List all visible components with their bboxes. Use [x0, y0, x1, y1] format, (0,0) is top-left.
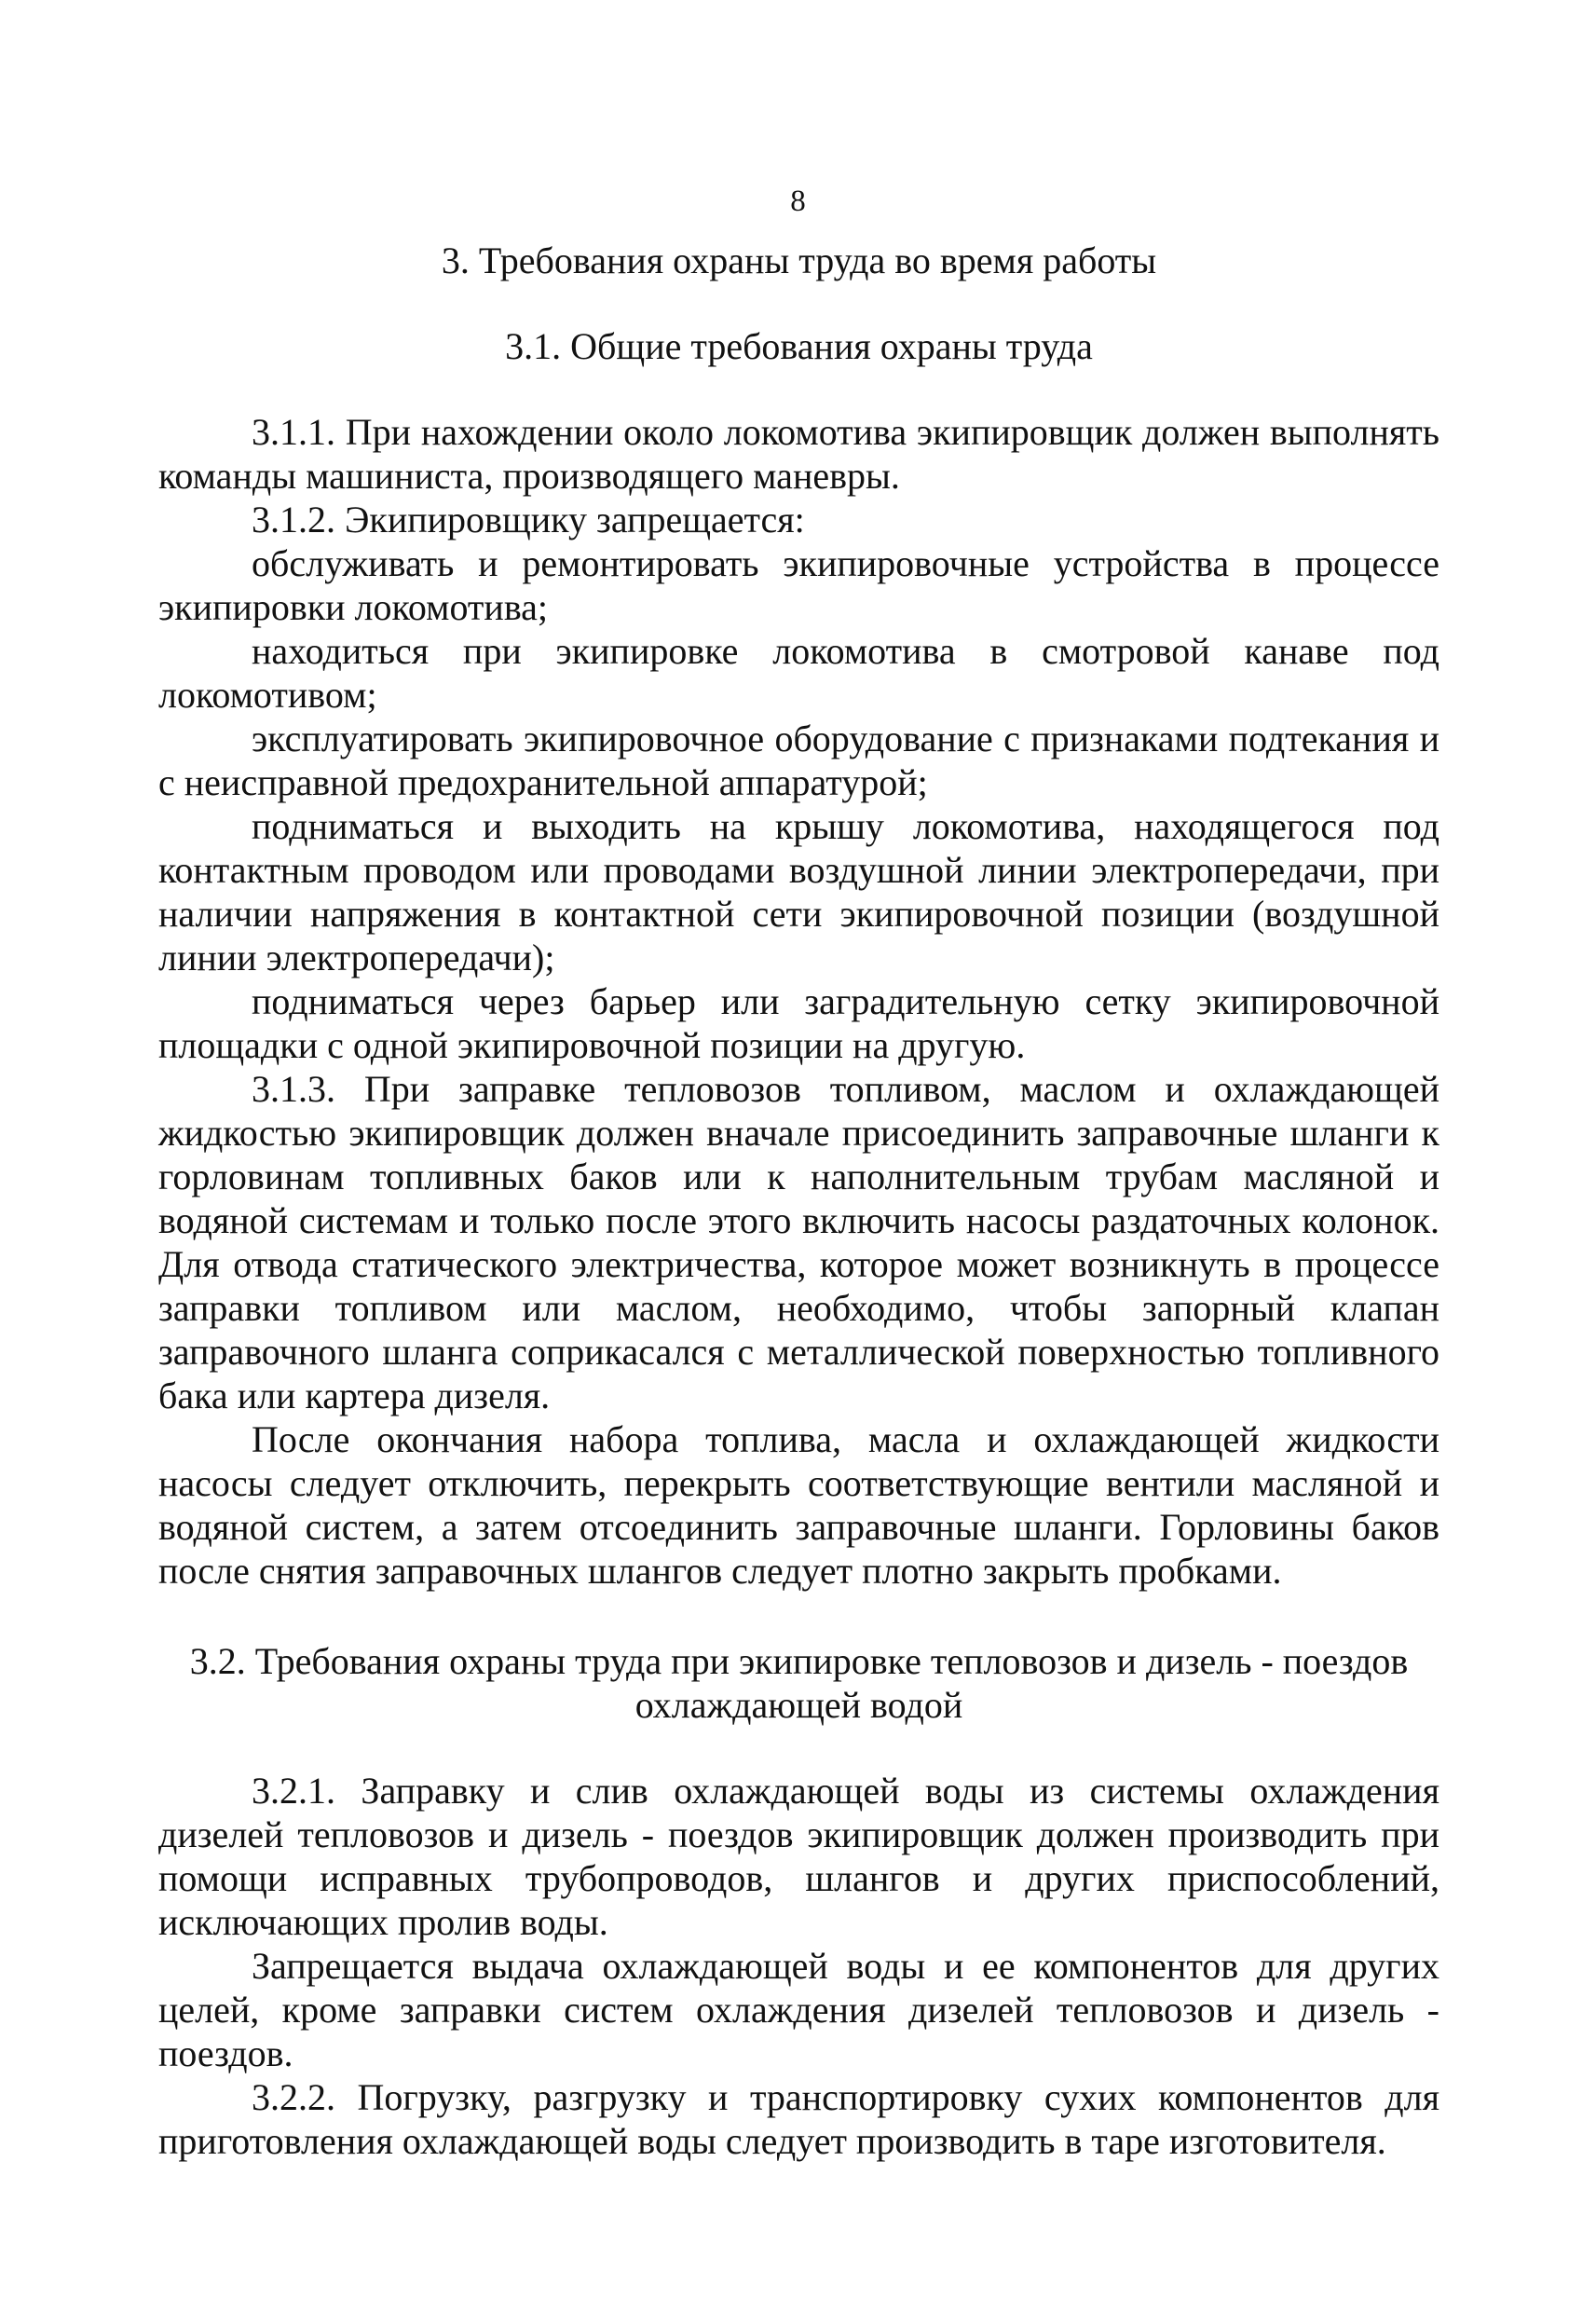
subsection-2-title-line-2: охлаждающей водой: [634, 1684, 963, 1726]
section-title: 3. Требования охраны труда во время работы: [441, 239, 1157, 281]
paragraph-3-1-3: 3.1.3. При заправке тепловозов топливом, маслом и охлаждающей жидкостью экипировщик должен вначале присоединить заправочные шланги к горловинам топливных баков или к наполнительным трубам масляной и водяной системам и только после этого включить насосы раздаточных колонок. Для отвода статического электричества, которое может возникнуть в процессе заправки топливом или маслом, необходимо, чтобы запорный клапан заправочного шланга соприкасался с металлической поверхностью топливного бака или картера дизеля.: [158, 1068, 1439, 1416]
subsection-2-title: [158, 1639, 1439, 1727]
prohibition-item: подниматься и выходить на крышу локомотива, находящегося под контактным проводом или проводами воздушной линии электропередачи, при наличии напряжения в контактной сети экипировочной позиции (воздушной линии электропередачи);: [158, 805, 1439, 978]
document-body: [158, 239, 1439, 2163]
subsection-2-title-line-1: 3.2. Требования охраны труда при экипировке тепловозов и дизель - поездов: [189, 1640, 1409, 1682]
paragraph-3-1-1: 3.1.1. При нахождении около локомотива экипировщик должен выполнять команды машиниста, производящего маневры.: [158, 411, 1439, 497]
paragraph-prohibition-water: Запрещается выдача охлаждающей воды и ее компонентов для других целей, кроме заправки систем охлаждения дизелей тепловозов и дизель - поездов.: [158, 1945, 1439, 2074]
prohibition-item: находиться при экипировке локомотива в смотровой канаве под локомотивом;: [158, 630, 1439, 716]
prohibition-item: обслуживать и ремонтировать экипировочные устройства в процессе экипировки локомотива;: [158, 542, 1439, 628]
subsection-1-title: 3.1. Общие требования охраны труда: [505, 325, 1093, 367]
page-number: 8: [790, 185, 806, 218]
prohibition-item: подниматься через барьер или заградительную сетку экипировочной площадки с одной экипировочной позиции на другую.: [158, 980, 1439, 1066]
paragraph-after-refueling: После окончания набора топлива, масла и охлаждающей жидкости насосы следует отключить, перекрыть соответствующие вентили масляной и водяной систем, а затем отсоединить заправочные шланги. Горловины баков после снятия заправочных шлангов следует плотно закрыть пробками.: [158, 1418, 1439, 1592]
paragraph-3-2-1: 3.2.1. Заправку и слив охлаждающей воды из системы охлаждения дизелей тепловозов и дизель - поездов экипировщик должен производить при помощи исправных трубопроводов, шлангов и других приспособлений, исключающих пролив воды.: [158, 1770, 1439, 1943]
paragraph-3-1-2: 3.1.2. Экипировщику запрещается:: [252, 499, 805, 540]
prohibition-item: эксплуатировать экипировочное оборудование с признаками подтекания и с неисправной предохранительной аппаратурой;: [158, 718, 1439, 803]
paragraph-3-2-2: 3.2.2. Погрузку, разгрузку и транспортировку сухих компонентов для приготовления охлаждающей воды следует производить в таре изготовителя.: [158, 2076, 1439, 2162]
